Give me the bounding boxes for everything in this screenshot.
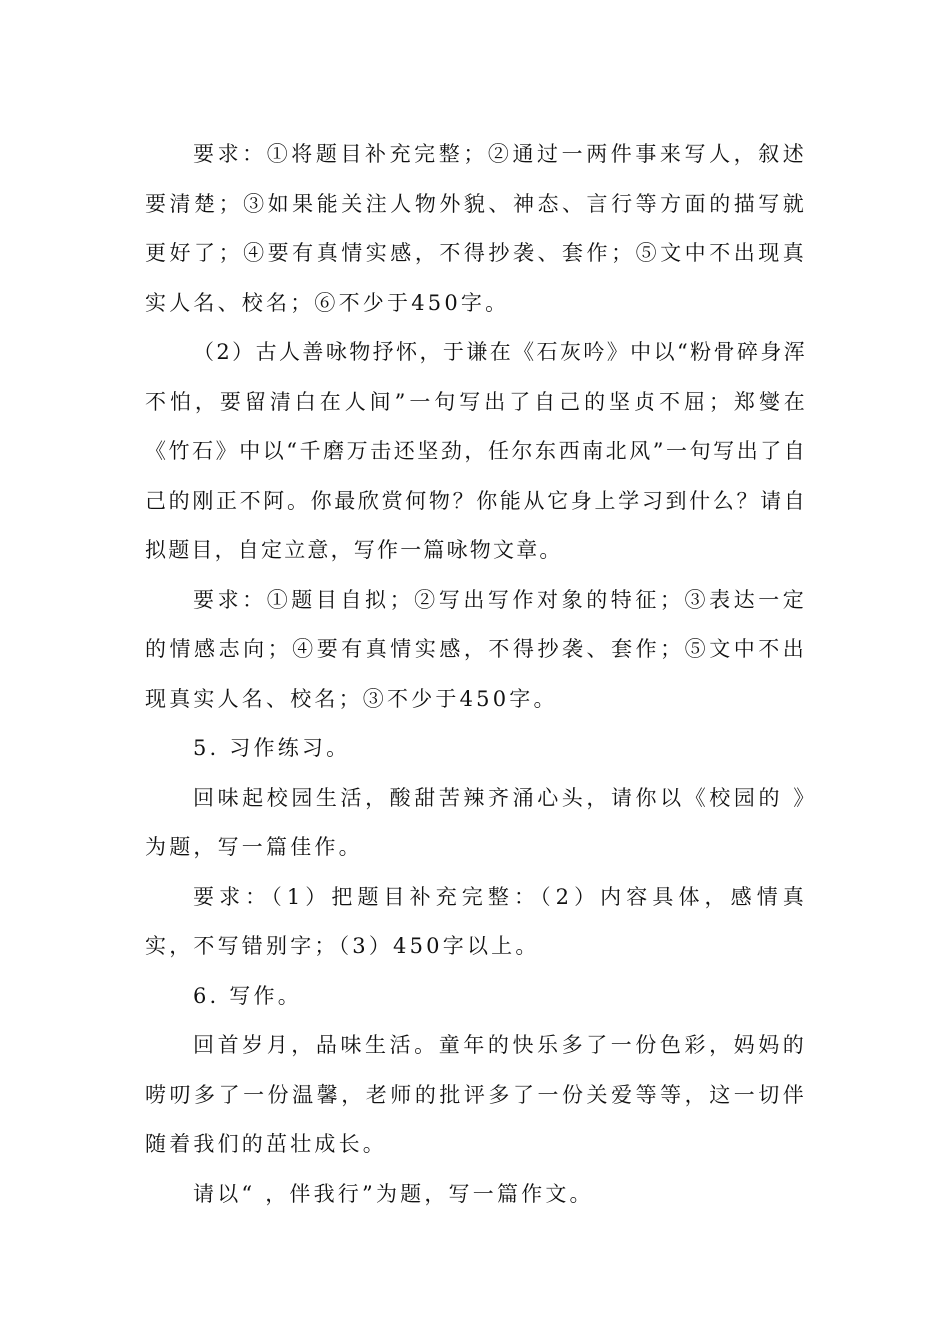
prompt-paragraph-6: 回首岁月，品味生活。童年的快乐多了一份色彩，妈妈的唠叨多了一份温馨，老师的批评多了一份关爱等等，这一切伴随着我们的茁壮成长。	[145, 1033, 807, 1156]
requirement-paragraph-5: 要求：（1）把题目补充完整：（2）内容具体，感情真实，不写错别字；（3）450字以上。	[145, 884, 807, 958]
requirement-paragraph-1: 要求：①将题目补充完整；②通过一两件事来写人，叙述要清楚；③如果能关注人物外貌、神态、言行等方面的描写就更好了；④要有真情实感，不得抄袭、套作；⑤文中不出现真实人名、校名；⑥不少于450字。	[145, 142, 807, 315]
section-heading-6: 6. 写作。	[193, 983, 302, 1008]
instruction-paragraph-6: 请以“ ，伴我行”为题，写一篇作文。	[193, 1181, 594, 1206]
section-heading-5: 5. 习作练习。	[193, 736, 351, 760]
requirement-paragraph-2: 要求：①题目自拟；②写出写作对象的特征；③表达一定的情感志向；④要有真情实感，不得抄袭、套作；⑤文中不出现真实人名、校名；③不少于450字。	[145, 587, 807, 711]
prompt-paragraph-2: （2）古人善咏物抒怀，于谦在《石灰吟》中以“粉骨碎身浑不怕，要留清白在人间”一句写出了自己的坚贞不屈；郑燮在《竹石》中以“千磨万击还坚劲，任尔东西南北风”一句写出了自己的刚正不阿。你最欣赏何物？你能从它身上学习到什么？请自拟题目，自定立意，写作一篇咏物文章。	[145, 340, 807, 562]
prompt-paragraph-5: 回味起校园生活，酸甜苦辣齐涌心头，请你以《校园的 》为题，写一篇佳作。	[145, 785, 807, 859]
document-body	[145, 130, 807, 1219]
